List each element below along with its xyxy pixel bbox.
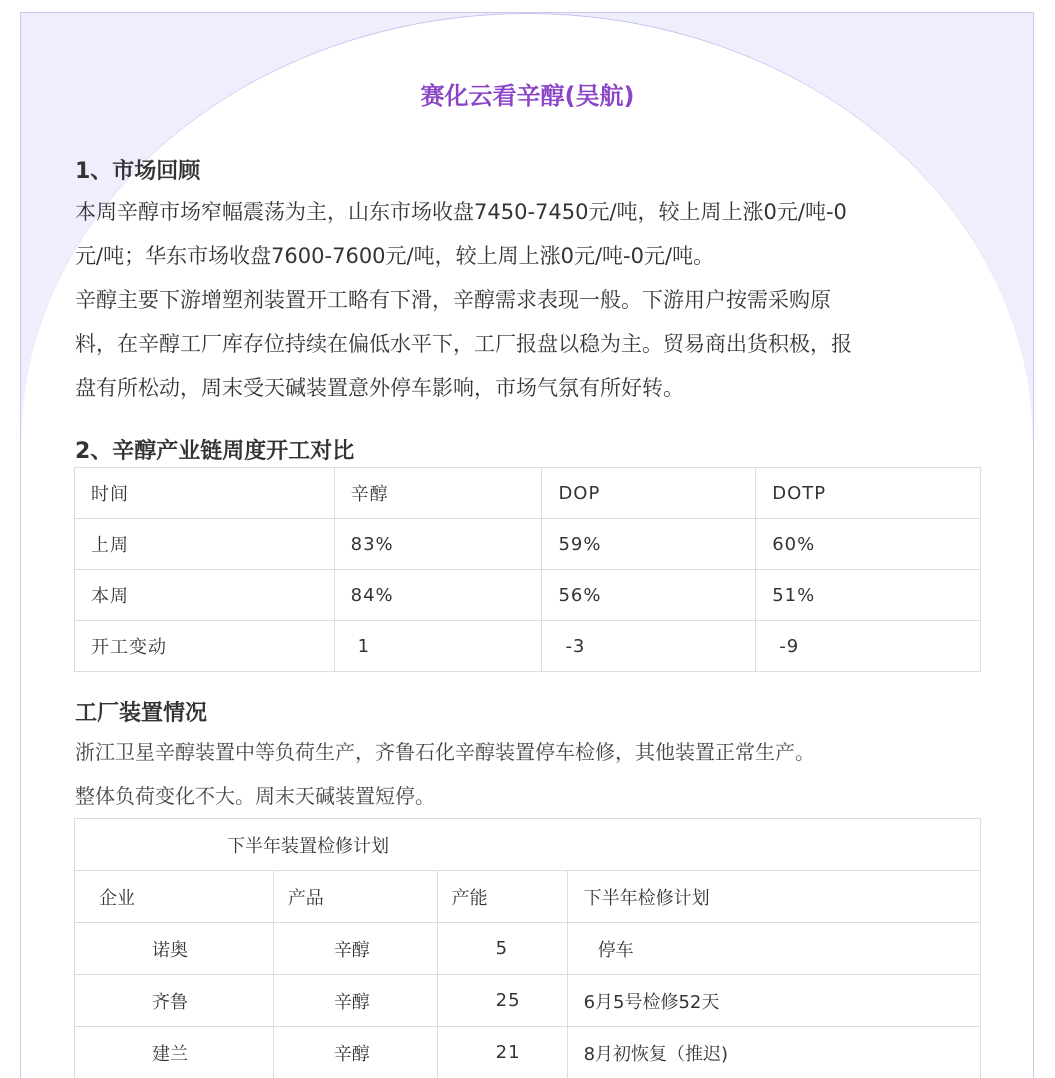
market-review-paragraph-1 [75,190,975,278]
table-cell: 60% [756,519,981,570]
table-cell: 建兰 [75,1027,274,1078]
table-row [75,1027,981,1078]
paragraph-line: 浙江卫星辛醇装置中等负荷生产，齐鲁石化辛醇装置停车检修，其他装置正常生产。 [75,740,815,764]
table-cell: 本周 [75,570,335,621]
paragraph-line: 辛醇主要下游增塑剂装置开工略有下滑，辛醇需求表现一般。下游用户按需采购原 [75,288,831,312]
table-cell: 21 [437,1027,567,1078]
paragraph-line: 料，在辛醇工厂库存位持续在偏低水平下，工厂报盘以稳为主。贸易商出货积极，报 [75,332,852,356]
table-row [75,519,981,570]
table-row [75,923,981,975]
table-header-cell: 企业 [75,871,274,923]
maintenance-plan-table [74,818,981,1078]
paragraph-line: 元/吨；华东市场收盘7600-7600元/吨，较上周上涨0元/吨-0元/吨。 [75,244,715,268]
table-cell: 上周 [75,519,335,570]
table-cell: -9 [756,621,981,672]
table-cell: 25 [437,975,567,1027]
table-cell: 辛醇 [273,923,437,975]
table-header-cell: DOP [542,468,756,519]
section-heading-operating-rates: 2、辛醇产业链周度开工对比 [75,439,355,464]
operating-rate-table [74,467,981,672]
table-row [75,975,981,1027]
table-cell: 84% [334,570,542,621]
table-header-row [75,871,981,923]
article-title: 赛化云看辛醇(吴航) [420,82,635,110]
table-cell: 1 [334,621,542,672]
table-header-cell: 下半年检修计划 [567,871,980,923]
table-cell: 诺奥 [75,923,274,975]
table-cell: 停车 [567,923,980,975]
table-cell: 5 [437,923,567,975]
table-header-row [75,468,981,519]
table-header-cell: 时间 [75,468,335,519]
paragraph-line: 盘有所松动，周末受天碱装置意外停车影响，市场气氛有所好转。 [75,376,684,400]
table-caption: 下半年装置检修计划 [75,819,981,871]
table-cell: 83% [334,519,542,570]
table-cell: 56% [542,570,756,621]
table-cell: 齐鲁 [75,975,274,1027]
market-review-paragraph-2 [75,278,975,410]
table-caption-row [75,819,981,871]
section-heading-market-review: 1、市场回顾 [75,159,201,184]
table-row [75,570,981,621]
paragraph-line: 整体负荷变化不大。周末天碱装置短停。 [75,784,435,808]
table-header-cell: 产能 [437,871,567,923]
table-cell: 59% [542,519,756,570]
table-header-cell: DOTP [756,468,981,519]
paragraph-line: 本周辛醇市场窄幅震荡为主，山东市场收盘7450-7450元/吨，较上周上涨0元/吨-0 [75,200,847,224]
table-header-cell: 产品 [273,871,437,923]
table-cell: 开工变动 [75,621,335,672]
table-header-cell: 辛醇 [334,468,542,519]
table-cell: 8月初恢复（推迟) [567,1027,980,1078]
table-cell: -3 [542,621,756,672]
table-cell: 辛醇 [273,1027,437,1078]
table-row [75,621,981,672]
table-cell: 6月5号检修52天 [567,975,980,1027]
plant-status-paragraph [75,730,980,818]
section-heading-plant-status: 工厂装置情况 [75,701,208,726]
table-cell: 辛醇 [273,975,437,1027]
table-cell: 51% [756,570,981,621]
